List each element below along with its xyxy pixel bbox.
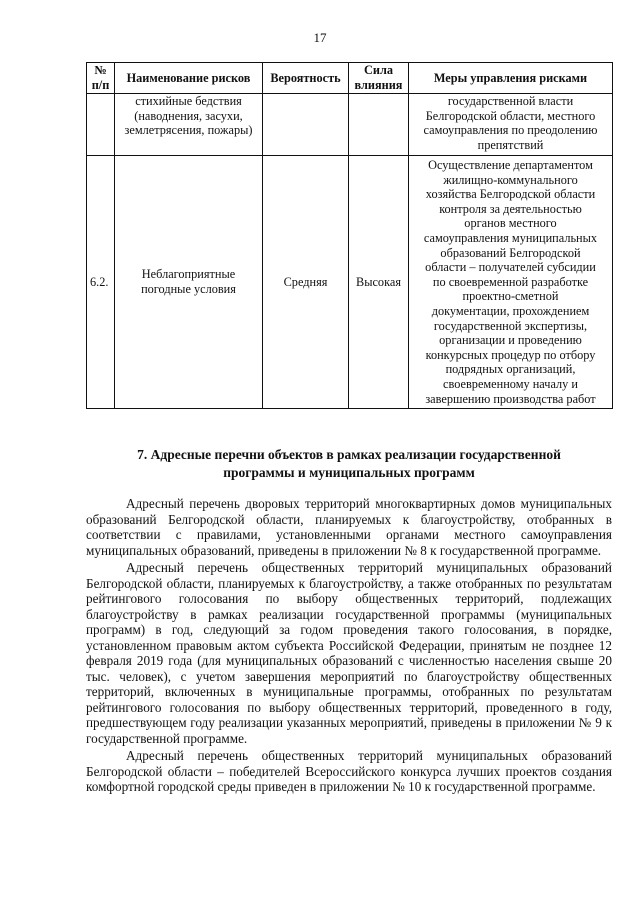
paragraph: Адресный перечень дворовых территорий многоквартирных домов муниципальных образований Белгородской области, планируемых к благоустройству, отобранных в соответствии с правилами, установленными органами местного самоуправления муниципальных образований, приведены в приложении № 8 к государственной программе. (86, 496, 612, 558)
heading-line: 7. Адресные перечни объектов в рамках реализации государственной (137, 447, 561, 462)
paragraph: Адресный перечень общественных территорий муниципальных образований Белгородской области, планируемых к благоустройству, а также отобранных по результатам рейтингового голосования по выбору общественных территорий, подлежащих благоустройству в рамках реализации государственной программы (муниципальных программ) в год, следующий за годом проведения такого голосования, в порядке, установленном правовым актом субъекта Российской Федерации, принятым не позднее 12 февраля 2019 года (для муниципальных образований с численностью населения свыше 20 тыс. человек), с учетом завершения мероприятий по благоустройству общественных территорий, включенных в муниципальные программы, отобранных по результатам рейтингового голосования по выбору общественных территорий, проведенного в году, предшествующем году реализации указанных мероприятий, приведены в приложении № 9 к государственной программе. (86, 560, 612, 746)
cell-line: области – получателей субсидии (425, 260, 596, 275)
risk-table (86, 62, 613, 409)
cell-line: землетрясения, пожары) (124, 123, 253, 138)
section-heading (86, 446, 612, 482)
header-impact: Сила влияния (349, 63, 409, 94)
table-header-row (87, 63, 613, 94)
cell-num (87, 94, 115, 156)
section-body (86, 496, 612, 797)
cell-line: своевременному началу и (443, 376, 578, 391)
cell-line: документации, прохождением (431, 303, 590, 318)
header-probability: Вероятность (263, 63, 349, 94)
cell-risk-name (115, 156, 263, 409)
cell-line: самоуправления по преодолению (423, 123, 598, 138)
cell-line: завершению производства работ (425, 391, 596, 406)
cell-line: организации и проведению (439, 333, 582, 348)
table-row (87, 94, 613, 156)
cell-line: по своевременной разработке (432, 274, 589, 289)
cell-line: Белгородской области, местного (425, 108, 596, 123)
cell-line: государственной экспертизы, (433, 318, 588, 333)
heading-line: программы и муниципальных программ (223, 465, 475, 480)
cell-impact: Высокая (349, 156, 409, 409)
cell-line: (наводнения, засухи, (134, 108, 243, 123)
cell-line: конкурсных процедур по отбору (425, 347, 596, 362)
header-measures: Меры управления рисками (409, 63, 613, 94)
cell-measures (409, 156, 613, 409)
cell-measures (409, 94, 613, 156)
cell-impact (349, 94, 409, 156)
cell-line: государственной власти (447, 94, 574, 108)
cell-line: Осуществление департаментом (428, 158, 593, 172)
cell-probability: Средняя (263, 156, 349, 409)
cell-line: проектно-сметной (462, 289, 559, 304)
table-row (87, 156, 613, 409)
cell-risk-name (115, 94, 263, 156)
cell-line: органов местного (464, 216, 557, 231)
cell-probability (263, 94, 349, 156)
cell-line: контроля за деятельностью (439, 201, 582, 216)
cell-line: погодные условия (141, 282, 236, 297)
page-number: 17 (313, 30, 327, 45)
cell-line: хозяйства Белгородской области (425, 187, 596, 202)
cell-line: подрядных организаций, (445, 362, 576, 377)
paragraph: Адресный перечень общественных территорий муниципальных образований Белгородской области – победителей Всероссийского конкурса лучших проектов создания комфортной городской среды приведен в приложении № 10 к государственной программе. (86, 748, 612, 794)
cell-line: стихийные бедствия (135, 94, 242, 108)
cell-line: препятствий (477, 137, 544, 152)
cell-line: Неблагоприятные (141, 267, 236, 282)
header-num: № п/п (87, 63, 115, 94)
cell-num: 6.2. (87, 156, 115, 409)
header-risk-name: Наименование рисков (115, 63, 263, 94)
cell-line: самоуправления муниципальных (423, 230, 598, 245)
cell-line: жилищно-коммунального (443, 172, 578, 187)
cell-line: образований Белгородской (440, 245, 581, 260)
